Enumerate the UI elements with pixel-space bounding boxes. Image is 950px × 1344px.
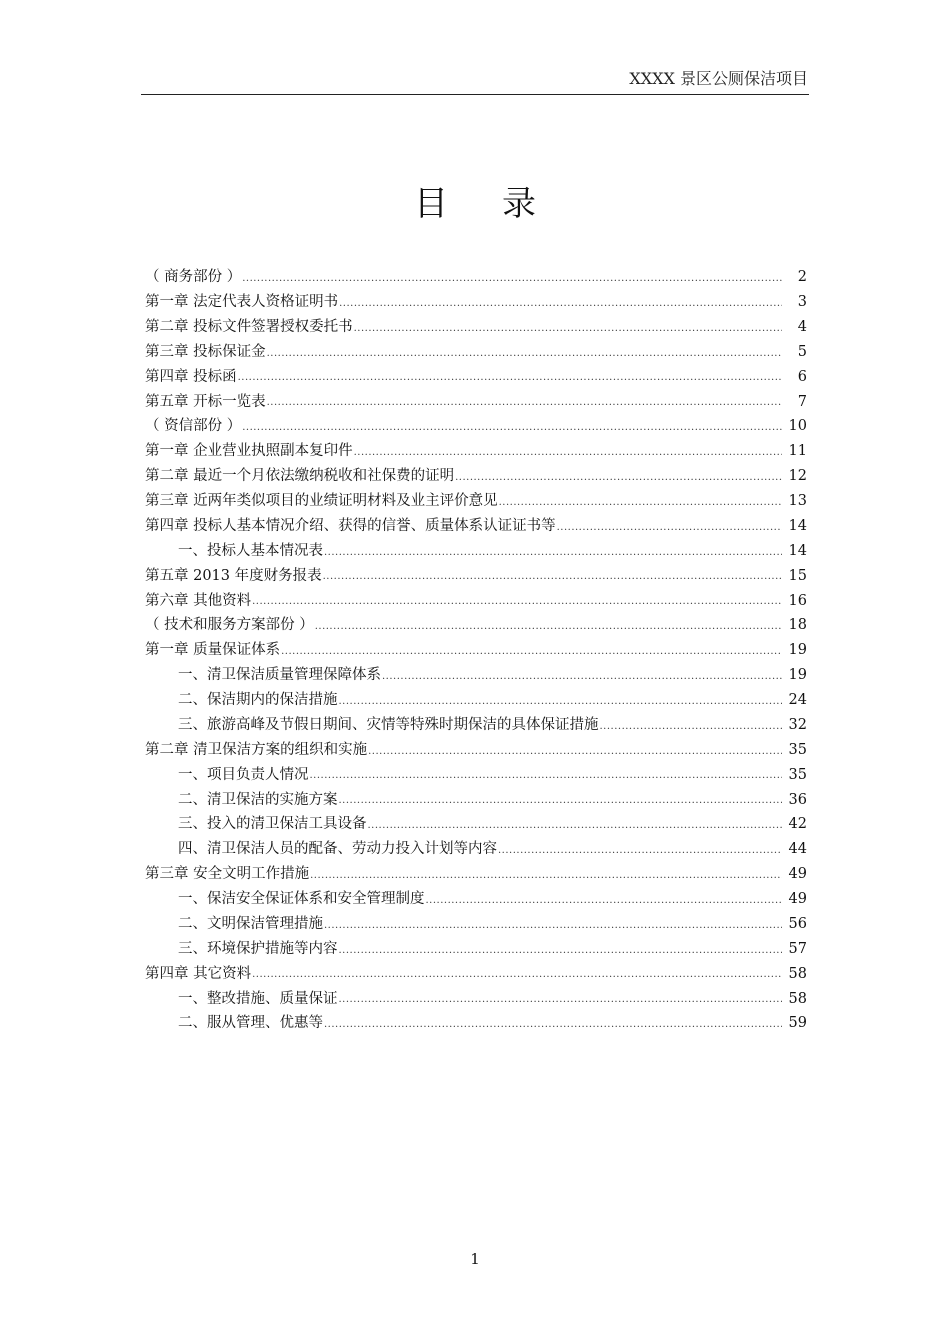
toc-entry-page-number: 35	[788, 741, 807, 758]
toc-dot-leader	[354, 320, 782, 334]
toc-entry[interactable]	[145, 514, 807, 539]
toc-entry-page-number: 35	[788, 766, 807, 783]
toc-entry[interactable]	[145, 265, 807, 290]
toc-entry[interactable]	[145, 290, 807, 315]
toc-dot-leader	[339, 295, 782, 309]
toc-dot-leader	[368, 817, 783, 831]
toc-entry-label: （ 商务部份 ）	[145, 269, 242, 286]
toc-dot-leader	[281, 643, 782, 657]
toc-dot-leader	[324, 1016, 782, 1030]
toc-dot-leader	[323, 568, 782, 582]
toc-entry-label: （ 技术和服务方案部份 ）	[145, 617, 314, 634]
toc-entry-label: 第二章 投标文件签署授权委托书	[145, 318, 353, 335]
toc-entry-page-number: 14	[788, 517, 807, 534]
toc-entry-label: 第一章 法定代表人资格证明书	[145, 294, 339, 311]
toc-entry[interactable]	[145, 713, 807, 738]
toc-entry-page-number: 14	[788, 542, 807, 559]
toc-entry[interactable]	[145, 887, 807, 912]
toc-entry-page-number: 58	[788, 965, 807, 982]
toc-dot-leader	[252, 593, 782, 607]
toc-entry-page-number: 6	[797, 368, 807, 385]
toc-entry-label: 第五章 2013 年度财务报表	[145, 567, 322, 584]
toc-entry-label: 二、保洁期内的保洁措施	[178, 692, 338, 709]
toc-entry-label: 第四章 其它资料	[145, 965, 252, 982]
toc-entry-page-number: 12	[788, 468, 807, 485]
toc-entry-page-number: 19	[788, 667, 807, 684]
toc-entry-page-number: 58	[788, 990, 807, 1007]
toc-entry[interactable]	[145, 763, 807, 788]
toc-dot-leader	[339, 693, 783, 707]
header-divider	[141, 94, 809, 95]
toc-entry-page-number: 32	[788, 716, 807, 733]
toc-entry-label: 一、保洁安全保证体系和安全管理制度	[178, 891, 425, 908]
toc-entry-page-number: 24	[788, 692, 807, 709]
toc-entry-page-number: 13	[788, 493, 807, 510]
toc-entry-label: 第六章 其他资料	[145, 592, 252, 609]
toc-entry[interactable]	[145, 564, 807, 589]
toc-entry-page-number: 42	[788, 816, 807, 833]
toc-entry-page-number: 5	[797, 343, 807, 360]
toc-entry-page-number: 11	[788, 443, 807, 460]
toc-entry[interactable]	[145, 812, 807, 837]
toc-entry[interactable]	[145, 613, 807, 638]
toc-entry-label: 第三章 安全文明工作措施	[145, 866, 310, 883]
toc-dot-leader	[267, 394, 782, 408]
toc-dot-leader	[455, 469, 782, 483]
toc-entry-page-number: 59	[788, 1015, 807, 1032]
page-number: 1	[470, 1250, 480, 1268]
toc-entry[interactable]	[145, 738, 807, 763]
page-header-title: XXXX 景区公厕保洁项目	[629, 69, 808, 88]
toc-entry-label: 第二章 清卫保洁方案的组织和实施	[145, 741, 368, 758]
toc-entry[interactable]	[145, 787, 807, 812]
toc-entry-page-number: 36	[788, 791, 807, 808]
toc-entry-page-number: 15	[788, 567, 807, 584]
toc-dot-leader	[339, 991, 783, 1005]
toc-entry[interactable]	[145, 837, 807, 862]
toc-entry[interactable]	[145, 315, 807, 340]
toc-entry-page-number: 49	[788, 891, 807, 908]
toc-entry-page-number: 10	[788, 418, 807, 435]
toc-entry-label: 第二章 最近一个月依法缴纳税收和社保费的证明	[145, 468, 455, 485]
toc-entry[interactable]	[145, 414, 807, 439]
toc-dot-leader	[324, 917, 782, 931]
toc-entry-label: 二、文明保洁管理措施	[178, 915, 323, 932]
toc-entry[interactable]	[145, 986, 807, 1011]
toc-dot-leader	[267, 345, 782, 359]
toc-dot-leader	[426, 892, 783, 906]
toc-entry[interactable]	[145, 365, 807, 390]
toc-entry[interactable]	[145, 439, 807, 464]
toc-entry[interactable]	[145, 638, 807, 663]
toc-dot-leader	[310, 767, 783, 781]
toc-entry-page-number: 2	[797, 269, 807, 286]
toc-dot-leader	[242, 419, 782, 433]
toc-entry-page-number: 57	[788, 940, 807, 957]
toc-entry-label: 第四章 投标函	[145, 368, 237, 385]
toc-entry[interactable]	[145, 663, 807, 688]
toc-dot-leader	[498, 842, 782, 856]
toc-entry-label: 三、投入的清卫保洁工具设备	[178, 816, 367, 833]
toc-entry[interactable]	[145, 464, 807, 489]
toc-dot-leader	[499, 494, 782, 508]
toc-entry-label: 四、清卫保洁人员的配备、劳动力投入计划等内容	[178, 841, 497, 858]
toc-entry[interactable]	[145, 688, 807, 713]
toc-entry[interactable]	[145, 937, 807, 962]
toc-entry-label: 一、投标人基本情况表	[178, 542, 323, 559]
toc-entry-label: （ 资信部份 ）	[145, 418, 242, 435]
toc-dot-leader	[382, 668, 782, 682]
toc-entry-label: 一、清卫保洁质量管理保障体系	[178, 667, 381, 684]
toc-dot-leader	[242, 270, 782, 284]
toc-entry-label: 第四章 投标人基本情况介绍、获得的信誉、质量体系认证证书等	[145, 517, 556, 534]
toc-dot-leader	[368, 743, 782, 757]
toc-dot-leader	[339, 942, 783, 956]
toc-dot-leader	[354, 444, 782, 458]
toc-entry-label: 第一章 质量保证体系	[145, 642, 281, 659]
toc-entry-label: 二、清卫保洁的实施方案	[178, 791, 338, 808]
toc-entry-page-number: 49	[788, 866, 807, 883]
toc-title: 目录	[414, 184, 590, 224]
toc-entry-label: 三、旅游高峰及节假日期间、灾情等特殊时期保洁的具体保证措施	[178, 716, 599, 733]
toc-entry-page-number: 4	[797, 318, 807, 335]
toc-entry-page-number: 16	[788, 592, 807, 609]
toc-entry-label: 三、环境保护措施等内容	[178, 940, 338, 957]
table-of-contents	[145, 265, 807, 1036]
toc-entry[interactable]	[145, 588, 807, 613]
toc-entry-page-number: 3	[797, 294, 807, 311]
toc-entry[interactable]	[145, 962, 807, 987]
toc-entry[interactable]	[145, 489, 807, 514]
toc-dot-leader	[310, 867, 782, 881]
toc-dot-leader	[252, 966, 782, 980]
toc-entry-label: 一、整改措施、质量保证	[178, 990, 338, 1007]
toc-entry[interactable]	[145, 340, 807, 365]
toc-entry[interactable]	[145, 862, 807, 887]
toc-dot-leader	[557, 519, 782, 533]
toc-entry-label: 第一章 企业营业执照副本复印件	[145, 443, 353, 460]
toc-entry[interactable]	[145, 539, 807, 564]
toc-dot-leader	[315, 618, 782, 632]
toc-entry-page-number: 44	[788, 841, 807, 858]
toc-entry-page-number: 56	[788, 915, 807, 932]
toc-entry-label: 一、项目负责人情况	[178, 766, 309, 783]
toc-entry-page-number: 7	[797, 393, 807, 410]
toc-entry-page-number: 18	[788, 617, 807, 634]
toc-entry[interactable]	[145, 1011, 807, 1036]
toc-entry-label: 第三章 近两年类似项目的业绩证明材料及业主评价意见	[145, 493, 498, 510]
toc-dot-leader	[324, 544, 782, 558]
toc-entry-label: 第三章 投标保证金	[145, 343, 266, 360]
toc-entry[interactable]	[145, 389, 807, 414]
toc-dot-leader	[600, 718, 783, 732]
toc-entry-label: 二、服从管理、优惠等	[178, 1015, 323, 1032]
toc-entry-page-number: 19	[788, 642, 807, 659]
toc-entry[interactable]	[145, 912, 807, 937]
toc-dot-leader	[339, 792, 783, 806]
toc-entry-label: 第五章 开标一览表	[145, 393, 266, 410]
toc-dot-leader	[238, 369, 782, 383]
